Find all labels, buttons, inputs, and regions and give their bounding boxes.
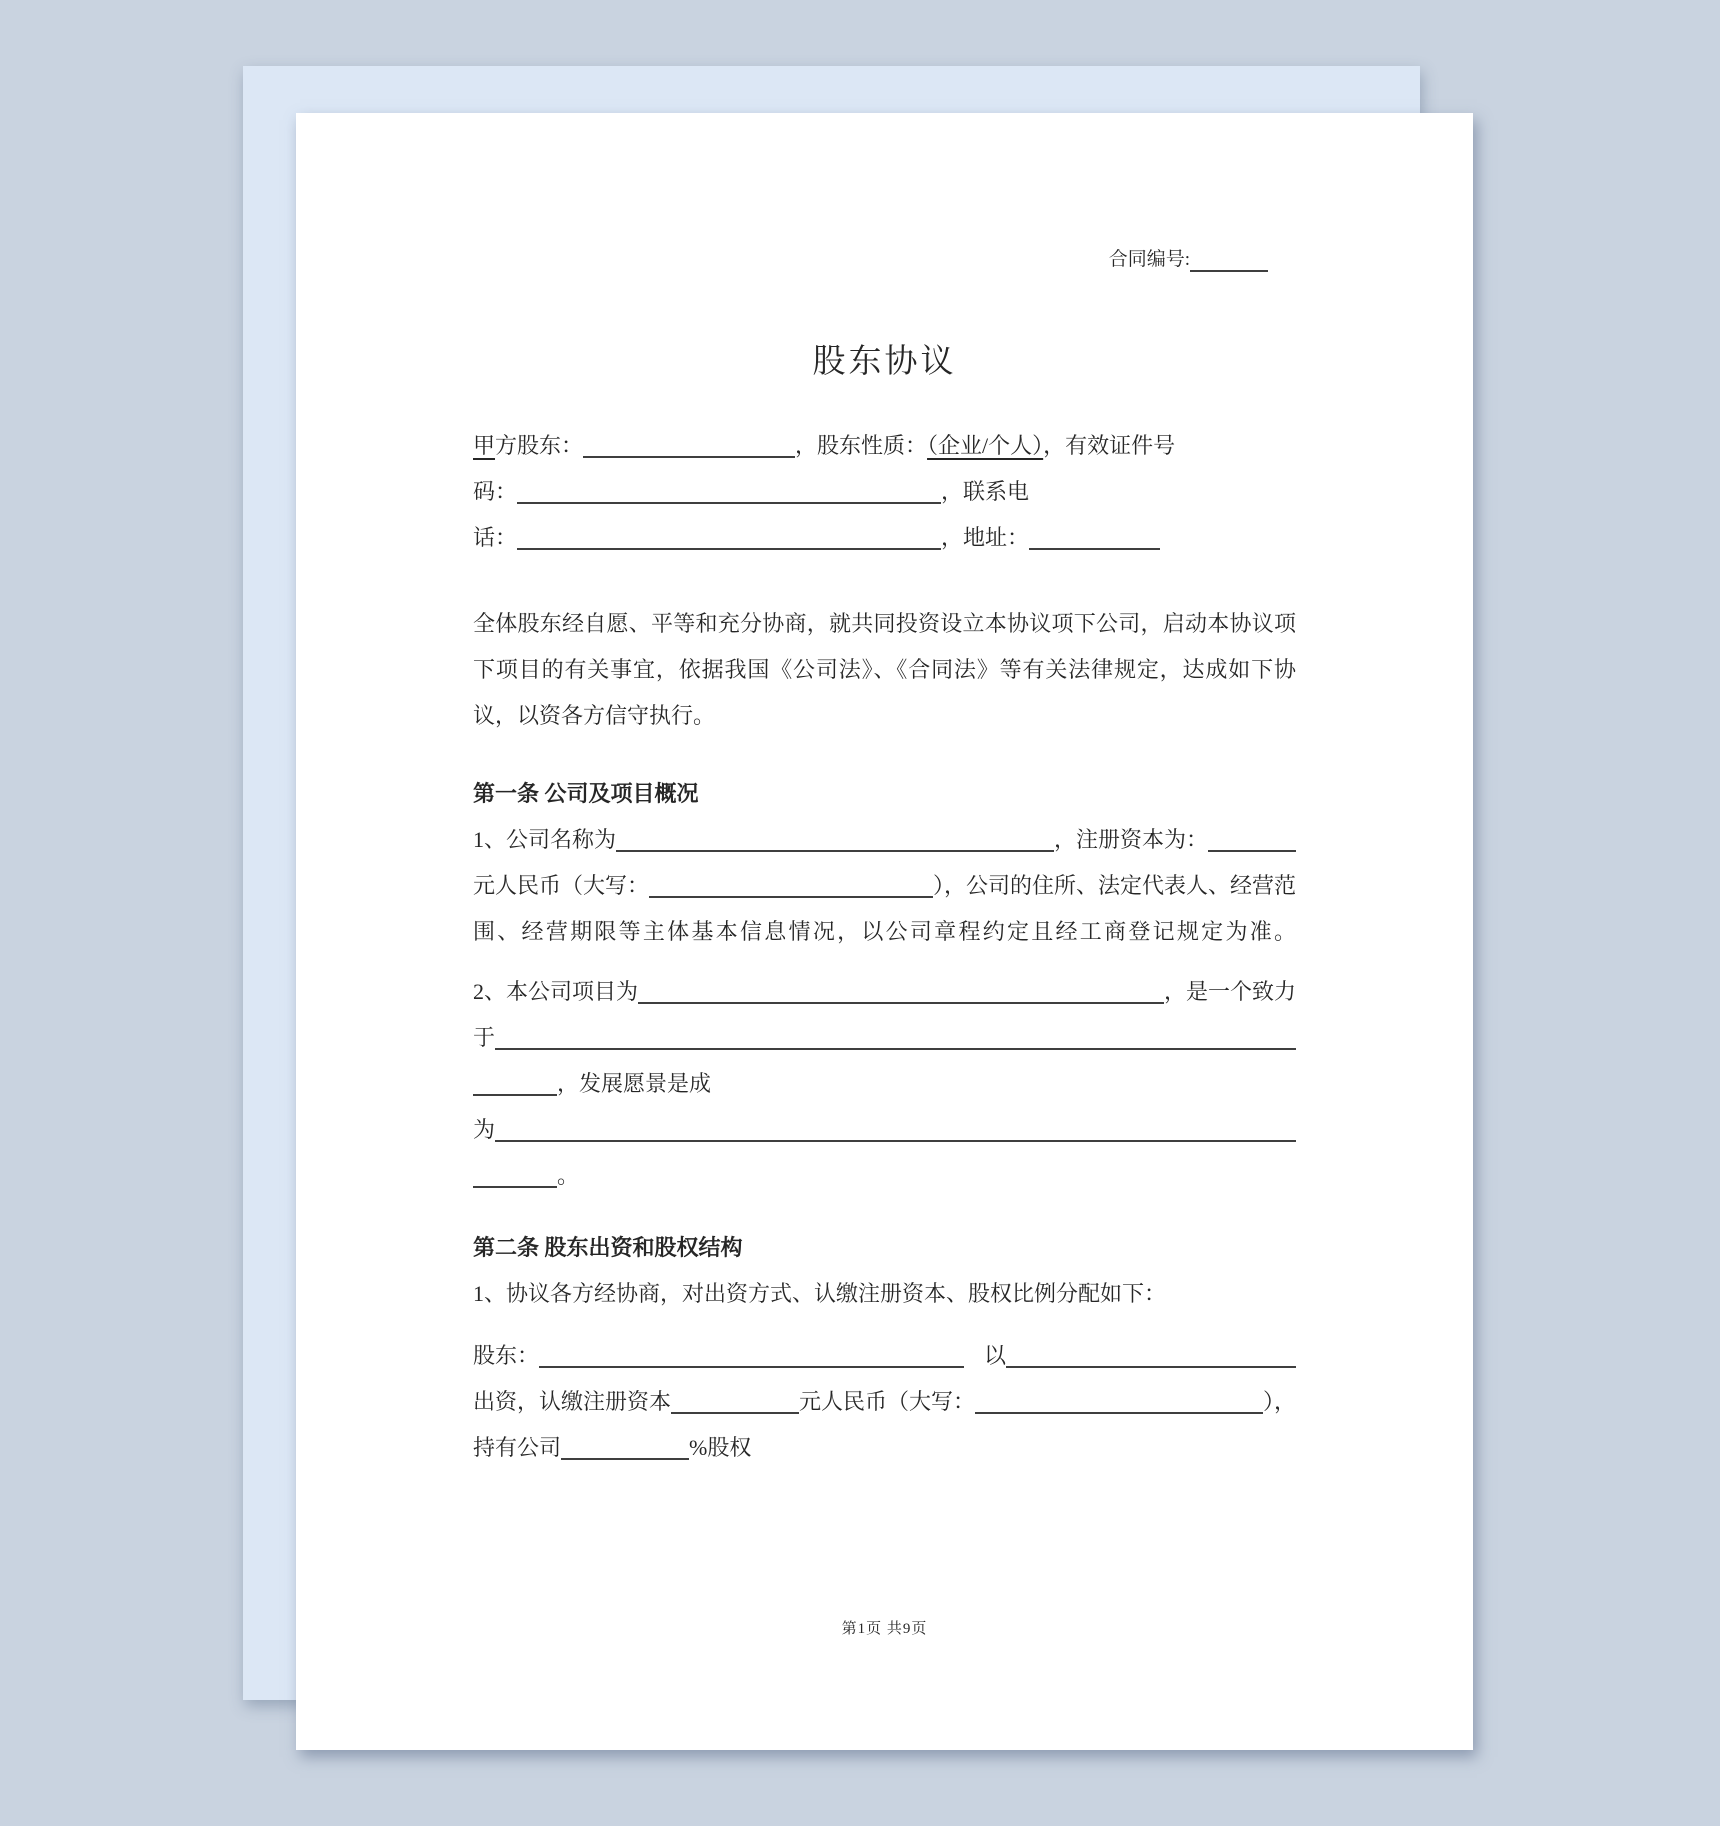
page-number: 第1页 共9页 — [841, 1621, 928, 1637]
text-run: 持有公司 — [473, 1435, 562, 1460]
text-run: （企业/个人） — [927, 433, 1044, 458]
article-1-item-1-line-2 — [473, 863, 1296, 909]
blank-field — [1006, 1344, 1296, 1368]
article-2-item-1 — [473, 1271, 1296, 1317]
text-run: 以 — [984, 1343, 1007, 1368]
article-1-item-2-line-1 — [473, 969, 1296, 1015]
page-title: 股东协议 — [812, 344, 957, 380]
party-info-line-3 — [473, 515, 1296, 561]
article-1-heading — [473, 771, 1296, 817]
text-run: 第二条 股东出资和股权结构 — [473, 1235, 743, 1260]
blank-field — [539, 1344, 964, 1368]
text-run: 方股东： — [495, 433, 584, 458]
text-run: ），公司的住所、法定代表人、经营范 — [932, 873, 1296, 898]
preamble-line-3 — [473, 693, 1296, 739]
document-body — [473, 423, 1296, 1471]
text-run: ，地址： — [941, 525, 1030, 550]
contract-no-line — [473, 245, 1296, 275]
blank-field — [473, 1072, 557, 1096]
blank-field — [495, 1026, 1296, 1050]
preamble-line-2 — [473, 647, 1296, 693]
blank-field — [561, 1436, 689, 1460]
text-run: ，注册资本为： — [1053, 827, 1208, 852]
blank-field — [975, 1390, 1263, 1414]
text-run: 股东： — [473, 1343, 540, 1368]
text-run: ，股东性质： — [795, 433, 928, 458]
text-run: ，有效证件号 — [1043, 433, 1176, 458]
article-2-heading — [473, 1225, 1296, 1271]
blank-field — [616, 828, 1054, 852]
party-info-line-1 — [473, 423, 1296, 469]
blank-field — [1029, 526, 1160, 550]
article-1-item-1-line-1 — [473, 817, 1296, 863]
blank-field — [473, 1164, 557, 1188]
text-run: 1、公司名称为 — [473, 827, 617, 852]
text-run: 为 — [473, 1117, 496, 1142]
blank-field — [649, 874, 933, 898]
text-run: 甲 — [473, 433, 496, 458]
text-run: 于 — [473, 1025, 496, 1050]
text-run: ，联系电 — [941, 479, 1030, 504]
text-run: 2、本公司项目为 — [473, 979, 639, 1004]
text-run: 出资，认缴注册资本 — [473, 1389, 672, 1414]
text-run: 。 — [557, 1163, 580, 1188]
text-run: 元人民币（大写： — [799, 1389, 976, 1414]
text-run: 话： — [473, 525, 518, 550]
text-run: %股权 — [689, 1435, 752, 1460]
blank-field — [495, 1118, 1296, 1142]
text-run: 第一条 公司及项目概况 — [473, 781, 699, 806]
text-run: ，是一个致力 — [1163, 979, 1296, 1004]
document-page — [296, 113, 1473, 1750]
text-run: 围、经营期限等主体基本信息情况，以公司章程约定且经工商登记规定为准。 — [473, 919, 1296, 944]
blank-field — [1190, 248, 1268, 272]
blank-field — [517, 480, 941, 504]
article-1-item-2-line-5 — [473, 1153, 1296, 1199]
text-run: 合同编号: — [1108, 249, 1190, 270]
blank-field — [517, 526, 941, 550]
blank-field — [638, 980, 1164, 1004]
blank-field — [1208, 828, 1296, 852]
document-header — [473, 245, 1296, 275]
blank-field — [583, 434, 795, 458]
article-1-item-2-line-2 — [473, 1015, 1296, 1061]
text-run: 全体股东经自愿、平等和充分协商，就共同投资设立本协议项下公司，启动本协议项 — [473, 611, 1296, 636]
article-1-item-2-line-3 — [473, 1061, 1296, 1107]
article-1-item-1-line-3 — [473, 909, 1296, 955]
shareholder-line-1 — [473, 1333, 1296, 1379]
shareholder-line-2 — [473, 1379, 1296, 1425]
text-run: ，发展愿景是成 — [557, 1071, 712, 1096]
preamble-line-1 — [473, 601, 1296, 647]
text-run: 元人民币（大写： — [473, 873, 650, 898]
shareholder-line-3 — [473, 1425, 1296, 1471]
text-run: 码： — [473, 479, 518, 504]
blank-field — [671, 1390, 799, 1414]
text-run: 议，以资各方信守执行。 — [473, 703, 716, 728]
article-1-item-2-line-4 — [473, 1107, 1296, 1153]
text-run: ）， — [1262, 1389, 1296, 1414]
text-run: 下项目的有关事宜，依据我国《公司法》、《合同法》等有关法律规定，达成如下协 — [473, 657, 1296, 682]
text-run: 1、协议各方经协商，对出资方式、认缴注册资本、股权比例分配如下： — [473, 1281, 1167, 1306]
party-info-line-2 — [473, 469, 1296, 515]
